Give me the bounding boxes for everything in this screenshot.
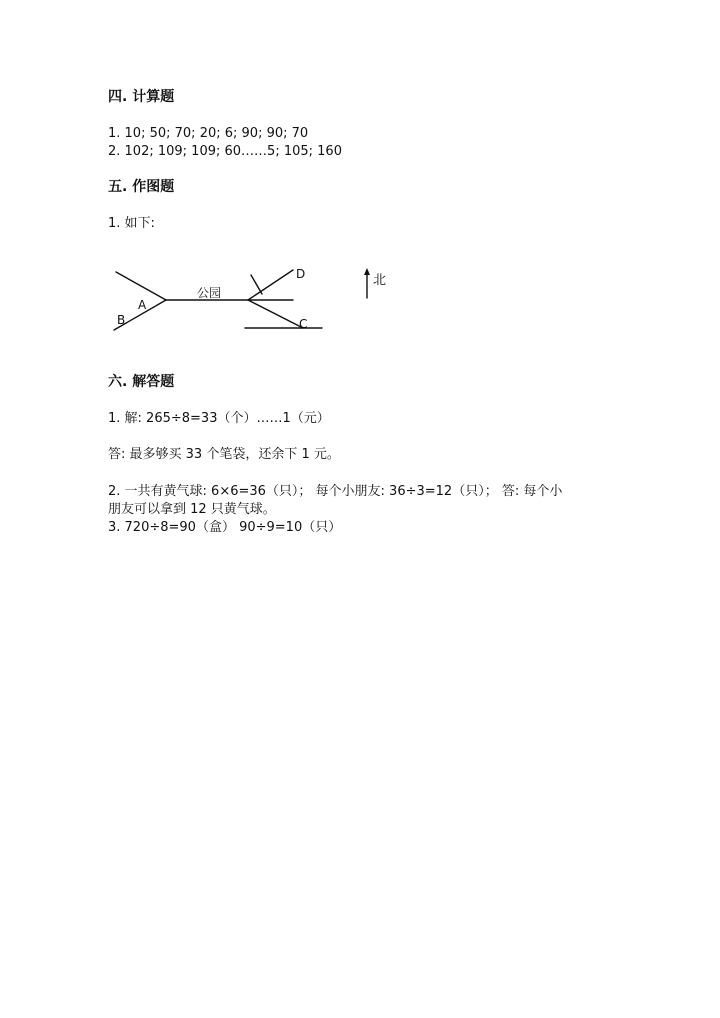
label-a: A bbox=[138, 298, 147, 312]
section-6-answer-2-line-1: 2. 一共有黄气球: 6×6=36（只）； 每个小朋友: 36÷3=12（只）； 答: 每个小 bbox=[108, 484, 563, 499]
section-4-answer-1: 1. 10; 50; 70; 20; 6; 90; 90; 70 bbox=[108, 126, 309, 141]
road-upper-left bbox=[116, 272, 166, 300]
label-b: B bbox=[117, 313, 126, 327]
section-4-answer-2: 2. 102; 109; 109; 60……5; 105; 160 bbox=[108, 144, 342, 159]
section-5-title: 五. 作图题 bbox=[108, 179, 175, 195]
label-d: D bbox=[296, 267, 306, 281]
park-map-diagram bbox=[108, 262, 398, 342]
label-park: 公园 bbox=[197, 286, 222, 300]
section-6-answer-1-conclusion: 答: 最多够买 33 个笔袋，还余下 1 元。 bbox=[108, 447, 340, 462]
north-arrow-icon bbox=[364, 268, 370, 275]
road-to-d bbox=[248, 270, 293, 300]
section-6-answer-3: 3. 720÷8=90（盒） 90÷9=10（只） bbox=[108, 520, 342, 535]
section-6-answer-2-line-2: 朋友可以拿到 12 只黄气球。 bbox=[108, 502, 276, 517]
section-6-title: 六. 解答题 bbox=[108, 374, 175, 390]
label-north: 北 bbox=[373, 273, 387, 288]
road-to-c bbox=[248, 300, 303, 328]
section-4-title: 四. 计算题 bbox=[108, 89, 175, 105]
section-6-answer-1: 1. 解: 265÷8=33（个）……1（元） bbox=[108, 411, 330, 426]
label-c: C bbox=[299, 317, 308, 331]
section-5-answer-1: 1. 如下: bbox=[108, 216, 155, 231]
